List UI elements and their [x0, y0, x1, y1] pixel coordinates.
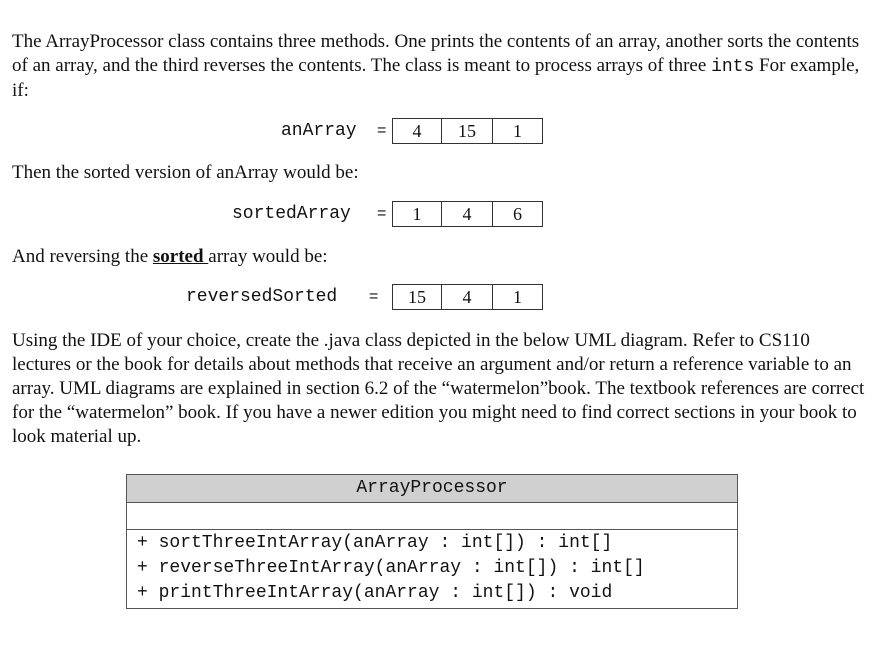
uml-methods-section	[127, 530, 737, 608]
array-cell: 15	[442, 119, 493, 143]
intro-text-end: For example, if:	[12, 55, 860, 101]
sortedArray-cells	[392, 201, 543, 227]
array-cell: 1	[513, 121, 522, 141]
instructions-paragraph: Using the IDE of your choice, create the .java class depicted in the below UML diagram. Refer to CS110 lectures or the book for details about methods that receive an argument and/or return a reference variable to an array. UML diagrams are explained in section 6.2 of the “watermelon”book. The textbook references are correct for the “watermelon” book. If you have a newer edition you might need to find correct sections in your book to look material up.	[12, 330, 865, 447]
reverse-text	[12, 245, 872, 269]
intro-text: The ArrayProcessor class contains three methods. One prints the contents of an array, another sorts the contents of an array, and the third reverses the contents. The class is meant to process arrays of three	[12, 31, 860, 76]
reversedSorted-cells	[392, 284, 543, 310]
array-cell: 15	[393, 285, 442, 309]
anArray-label: anArray	[281, 121, 357, 141]
anArray-cells	[392, 118, 543, 144]
uml-method-sort: + sortThreeIntArray(anArray : int[]) : int[]	[137, 533, 613, 553]
equals-sign: =	[377, 122, 387, 139]
array-cell: 1	[513, 287, 522, 307]
array-cell: 6	[513, 204, 522, 224]
reverse-text-end: array would be:	[208, 246, 328, 267]
array-cell: 4	[442, 202, 493, 226]
reverse-text-start: And reversing the	[12, 246, 153, 267]
array-cell: 1	[393, 202, 442, 226]
then-sorted-text: Then the sorted version of anArray would be:	[12, 162, 359, 183]
array-cell: 4	[442, 285, 493, 309]
equals-sign: =	[377, 205, 387, 222]
uml-attributes-section	[127, 503, 737, 530]
equals-sign: =	[369, 288, 379, 305]
array-cell: 4	[393, 119, 442, 143]
ints-code: ints	[711, 57, 755, 77]
intro-paragraph	[12, 30, 872, 103]
uml-method-reverse: + reverseThreeIntArray(anArray : int[]) : int[]	[137, 558, 645, 578]
reversedSorted-label: reversedSorted	[186, 287, 338, 307]
sortedArray-label: sortedArray	[232, 204, 351, 224]
sorted-emphasis: sorted	[152, 246, 209, 267]
uml-class-diagram	[126, 474, 738, 609]
uml-class-name: ArrayProcessor	[127, 475, 737, 503]
uml-method-print: + printThreeIntArray(anArray : int[]) : void	[137, 583, 613, 603]
